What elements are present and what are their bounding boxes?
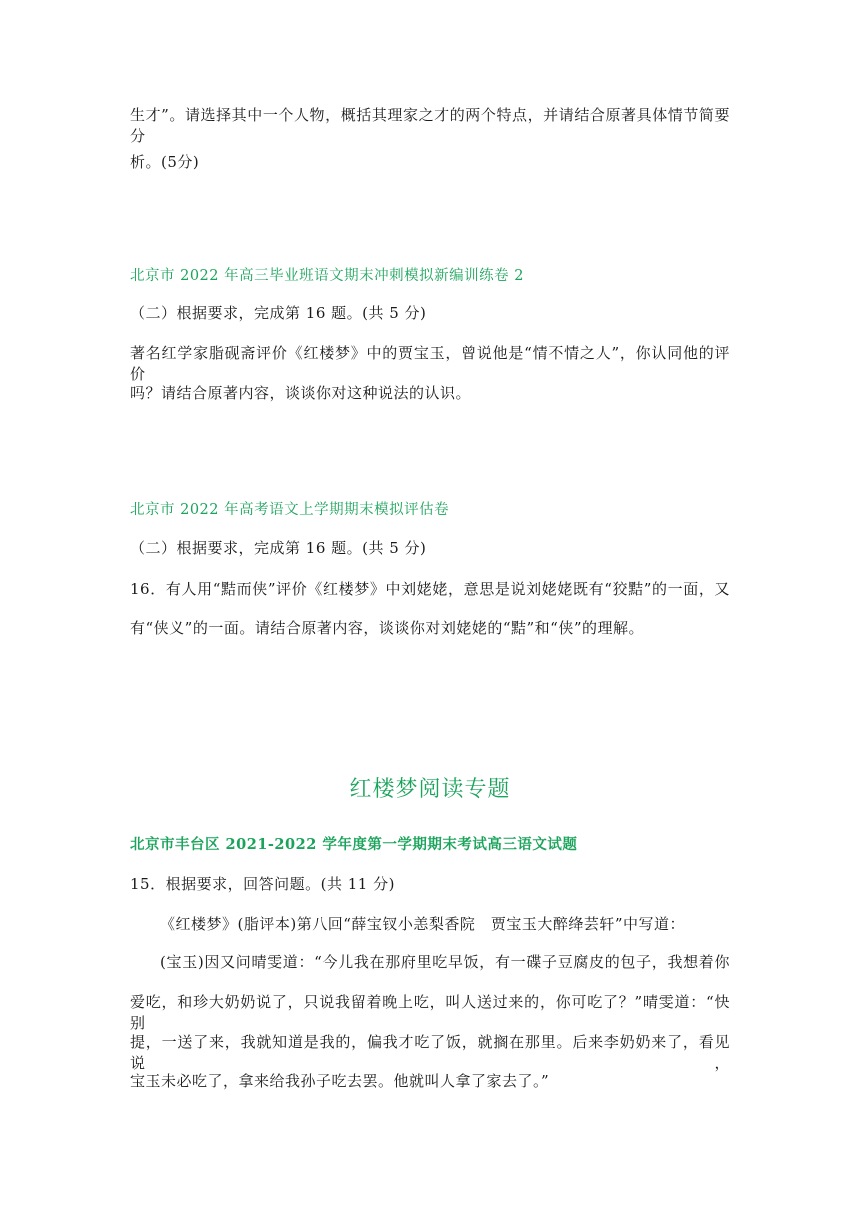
question-text-line: 16．有人用“黠而侠”评价《红楼梦》中刘姥姥，意思是说刘姥姥既有“狡黠”的一面，又 [130, 580, 730, 598]
question-instruction: （二）根据要求，完成第 16 题。(共 5 分) [130, 304, 427, 322]
passage-line: 宝玉未必吃了，拿来给我孙子吃去罢。他就叫人拿了家去了。” [130, 1072, 550, 1090]
exam-source-title: 北京市丰台区 2021-2022 学年度第一学期期末考试高三语文试题 [130, 836, 578, 853]
question-text-line: 著名红学家脂砚斋评价《红楼梦》中的贾宝玉，曾说他是“情不情之人”，你认同他的评价 [130, 344, 730, 383]
passage-line: (宝玉)因又问晴雯道：“今儿我在那府里吃早饭，有一碟子豆腐皮的包子，我想着你 [160, 953, 730, 971]
question-text-line: 吗？请结合原著内容，谈谈你对这种说法的认识。 [130, 384, 472, 402]
question-instruction: （二）根据要求，完成第 16 题。(共 5 分) [130, 539, 427, 557]
question-instruction: 15．根据要求，回答问题。(共 11 分) [130, 875, 395, 893]
exam-source-title: 北京市 2022 年高三毕业班语文期末冲刺模拟新编训练卷 2 [130, 268, 524, 284]
question-text-line: 有“侠义”的一面。请结合原著内容，谈谈你对刘姥姥的“黠”和“侠”的理解。 [130, 619, 645, 637]
passage-line: 爱吃，和珍大奶奶说了，只说我留着晚上吃，叫人送过来的，你可吃了？”晴雯道：“快别 [130, 993, 730, 1032]
question-text-line: 析。(5分) [130, 153, 200, 171]
exam-source-title: 北京市 2022 年高考语文上学期期末模拟评估卷 [130, 502, 450, 518]
section-heading: 红楼梦阅读专题 [349, 777, 511, 802]
passage-line: 提，一送了来，我就知道是我的，偏我才吃了饭，就搁在那里。后来李奶奶来了，看见说， [130, 1033, 730, 1072]
passage-intro: 《红楼梦》(脂评本)第八回“薛宝钗小恙梨香院 贾宝玉大醉绛芸轩”中写道： [160, 915, 686, 933]
question-text-line: 生才”。请选择其中一个人物，概括其理家之才的两个特点，并请结合原著具体情节简要分 [130, 106, 730, 145]
